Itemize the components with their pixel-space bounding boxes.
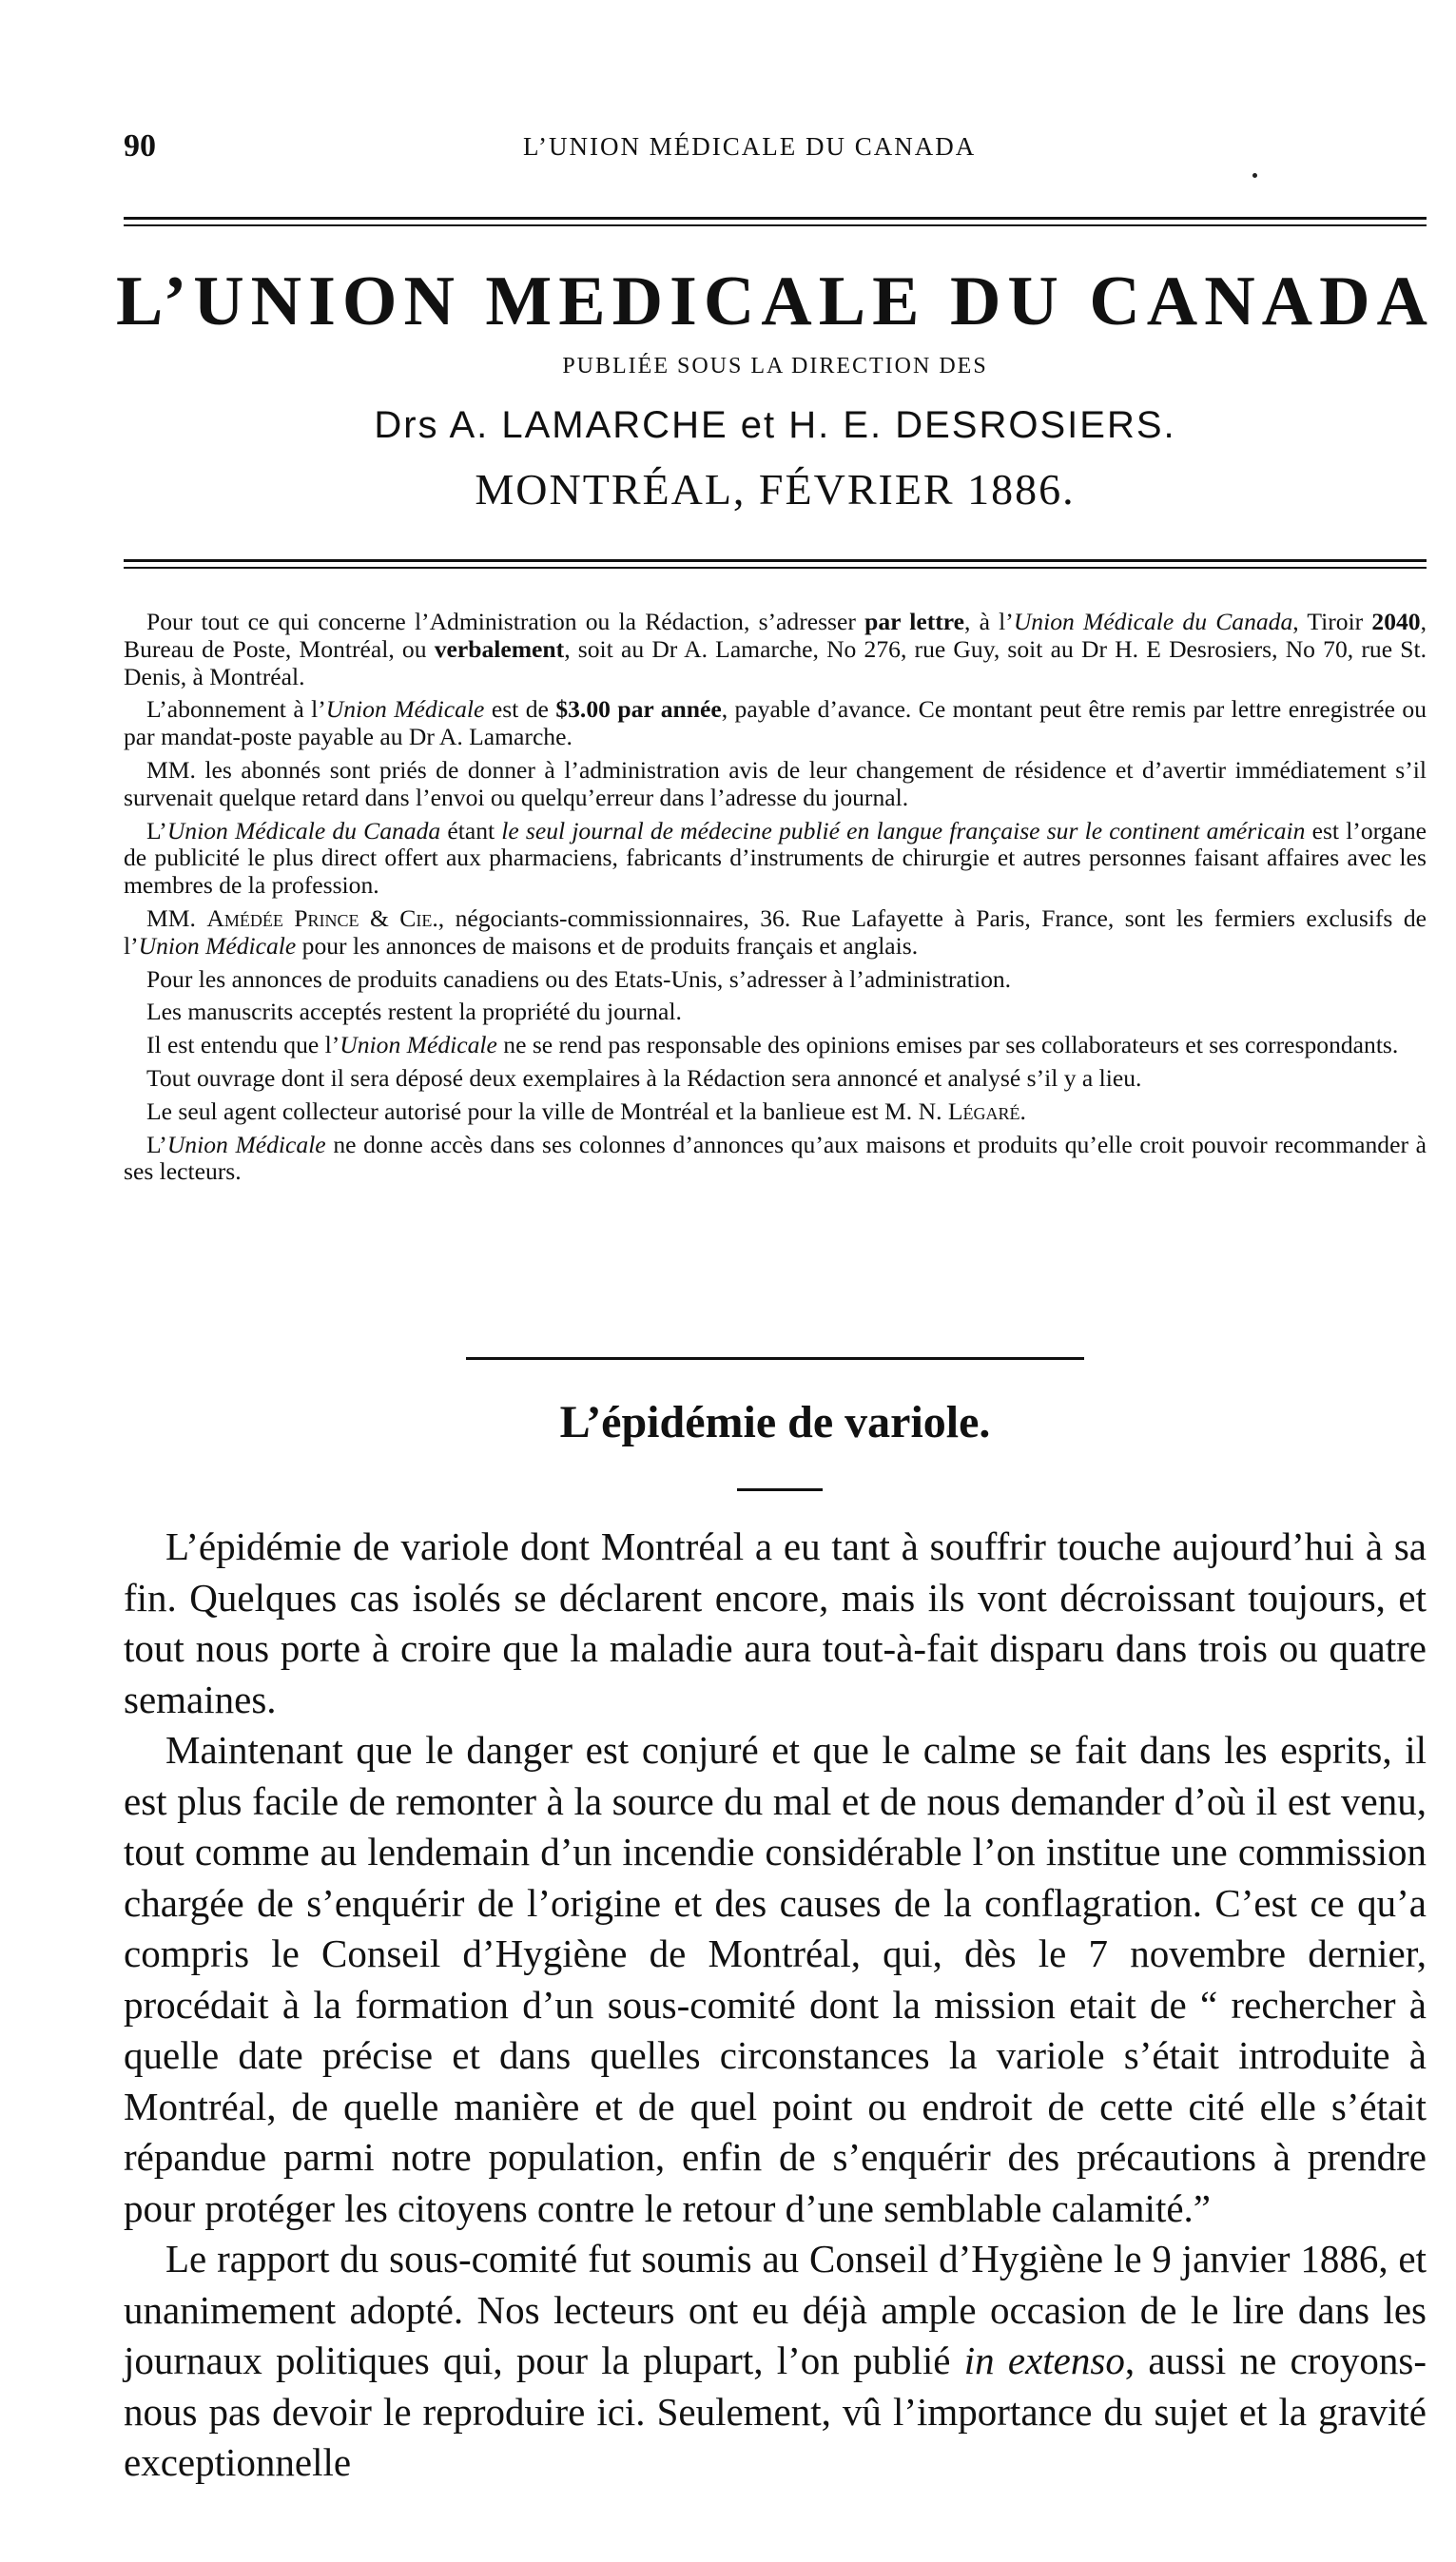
notice-text: ne se rend pas responsable des opinions emises par ses collaborateurs et ses correspondants. (496, 1031, 1399, 1059)
notice-journal-name: Union Médicale (166, 1130, 326, 1158)
running-title: L’UNION MÉDICALE DU CANADA (523, 132, 977, 161)
header-rule-bottom (124, 559, 1427, 569)
notice-emphasis: verbalement (434, 634, 565, 663)
notice-reviews: Tout ouvrage dont il sera déposé deux exemplaires à la Rédaction sera annoncé et analysé s’il y a lieu. (146, 1063, 1142, 1092)
article-paragraph-2: Maintenant que le danger est conjuré et que le calme se fait dans les esprits, il est plus facile de remonter à la source du mal et de nous demander d’où il est venu, tout comme au lendemain d’un incendie considérable l’on institue une commission chargée de s’enquérir de l’origine et des causes de la conflagration. C’est ce qu’a compris le Conseil d’Hygiène de Montréal, qui, dès le 7 novembre dernier, procédait à la formation d’un sous-comité dont la mission etait de “ rechercher à quelle date précise et dans quelles circonstances la variole s’était introduite à Montréal, de quelle manière et de quel point ou endroit de cette cité elle s’était répandue parmi notre population, enfin de s’enquérir des précautions à prendre pour protéger les citoyens contre le retour d’une semblable calamité.” (124, 1728, 1427, 2230)
notice-company-name: Amédée Prince & Cie. (206, 903, 438, 932)
notice-text: pour les annonces de maisons et de produits français et anglais. (296, 931, 919, 960)
dateline: MONTRÉAL, FÉVRIER 1886. (475, 465, 1076, 514)
notice-text: L’ (146, 1130, 167, 1158)
editors-line: Drs A. LAMARCHE et H. E. DESROSIERS. (374, 404, 1176, 446)
notice-text: Pour tout ce qui concerne l’Administration ou la Rédaction, s’adresser (146, 608, 865, 635)
running-head (124, 128, 1313, 166)
notice-text: , négociants-commissionnaires, 36. Rue Lafayette à Paris, France, sont les fermiers exclusifs de l’ (124, 903, 1427, 960)
margin-mark (1252, 173, 1257, 178)
notice-text: , Tiroir (1292, 608, 1372, 635)
notice-emphasis: 2040 (1371, 608, 1421, 635)
notice-text: est de (484, 695, 556, 724)
notice-subscription (124, 696, 1427, 751)
notice-agents-france (124, 905, 1427, 961)
direction-line: PUBLIÉE SOUS LA DIRECTION DES (562, 354, 988, 378)
notice-manuscripts: Les manuscrits acceptés restent la propriété du journal. (146, 998, 682, 1026)
notice-text: L’abonnement à l’ (146, 695, 326, 724)
notice-text: , payable d’avance. Ce montant peut être remis par lettre enregistrée ou par mandat-poste payable au Dr A. Lamarche. (124, 695, 1427, 751)
paragraph-text: , aussi ne croyons-nous pas devoir le reproduire ici. Seulement, vû l’importance du sujet et la gravité exceptionnelle (124, 2339, 1427, 2484)
paragraph-text: Le rapport du sous-comité fut soumis au Conseil d’Hygiène le 9 janvier 1886, et unanimement adopté. Nos lecteurs ont eu déjà ample occasion de le lire dans les journaux politiques qui, pour la plupart, l’on publié (124, 2237, 1427, 2382)
notice-advertising (124, 818, 1427, 900)
paragraph-emphasis: in extenso (963, 2339, 1125, 2382)
section-divider (466, 1357, 1084, 1360)
article-paragraph-1: L’épidémie de variole dont Montréal a eu tant à souffrir touche aujourd’hui à sa fin. Quelques cas isolés se déclarent encore, mais ils vont décroissant toujours, et tout nous porte à croire que la maladie aura tout-à-fait disparu dans trois ou quatre semaines. (124, 1524, 1427, 1721)
notice-text: L’ (146, 816, 167, 844)
notice-responsibility (124, 1032, 1427, 1059)
title-underline (737, 1488, 823, 1491)
notice-text: . (1019, 1097, 1026, 1125)
article-body (124, 1522, 1427, 2489)
notice-text: ne donne accès dans ses colonnes d’annonces qu’aux maisons et produits qu’elle croit pouvoir recommander à ses lecteurs. (124, 1130, 1427, 1186)
notice-text: Le seul agent collecteur autorisé pour la ville de Montréal et la banlieue est M. N. (146, 1097, 948, 1125)
notice-collector (124, 1098, 1427, 1126)
article-title: L’épidémie de variole. (559, 1397, 991, 1447)
notice-administration (124, 609, 1427, 690)
notice-emphasis: par lettre (864, 608, 965, 635)
notice-canadian-ads: Pour les annonces de produits canadiens ou des Etats-Unis, s’adresser à l’administration. (146, 964, 1012, 993)
page-number: 90 (124, 128, 156, 164)
notice-text: étant (440, 816, 502, 844)
notice-text: MM. (146, 903, 207, 932)
notice-address-change: MM. les abonnés sont priés de donner à l’administration avis de leur changement de résidence et d’avertir immédiatement s’il survenait quelque retard dans l’envoi ou quelqu’erreur dans l’adresse du journal. (124, 755, 1427, 811)
notice-journal-name: Union Médicale du Canada (166, 816, 441, 844)
masthead-title: L’UNION MEDICALE DU CANADA (116, 262, 1434, 340)
notice-journal-name: Union Médicale (325, 695, 485, 724)
notice-journal-name: Union Médicale du Canada (1013, 608, 1293, 635)
notice-text: , à l’ (964, 608, 1014, 635)
notice-journal-name: Union Médicale (138, 931, 297, 960)
notice-text: , soit au Dr A. Lamarche, No 276, rue Guy, soit au Dr H. E Desrosiers, No 70, rue St. Denis, à Montréal. (124, 634, 1427, 690)
notice-collector-name: Légaré (947, 1097, 1020, 1125)
notices-block (124, 609, 1427, 1192)
notice-text: est l’organe de publicité le plus direct offert aux pharmaciens, fabricants d’instruments de chirurgie et autres personnes faisant affaires avec les membres de la profession. (124, 816, 1427, 900)
notice-journal-name: Union Médicale (340, 1031, 497, 1059)
article-paragraph-3 (124, 2234, 1427, 2489)
notice-ad-policy (124, 1132, 1427, 1187)
notice-price: $3.00 par année (555, 695, 722, 724)
header-rule-top (124, 217, 1427, 226)
notice-text: Il est entendu que l’ (146, 1031, 340, 1059)
notice-text: , Bureau de Poste, Montréal, ou (124, 608, 1427, 663)
notice-emphasis: le seul journal de médecine publié en langue française sur le continent américain (501, 816, 1306, 844)
